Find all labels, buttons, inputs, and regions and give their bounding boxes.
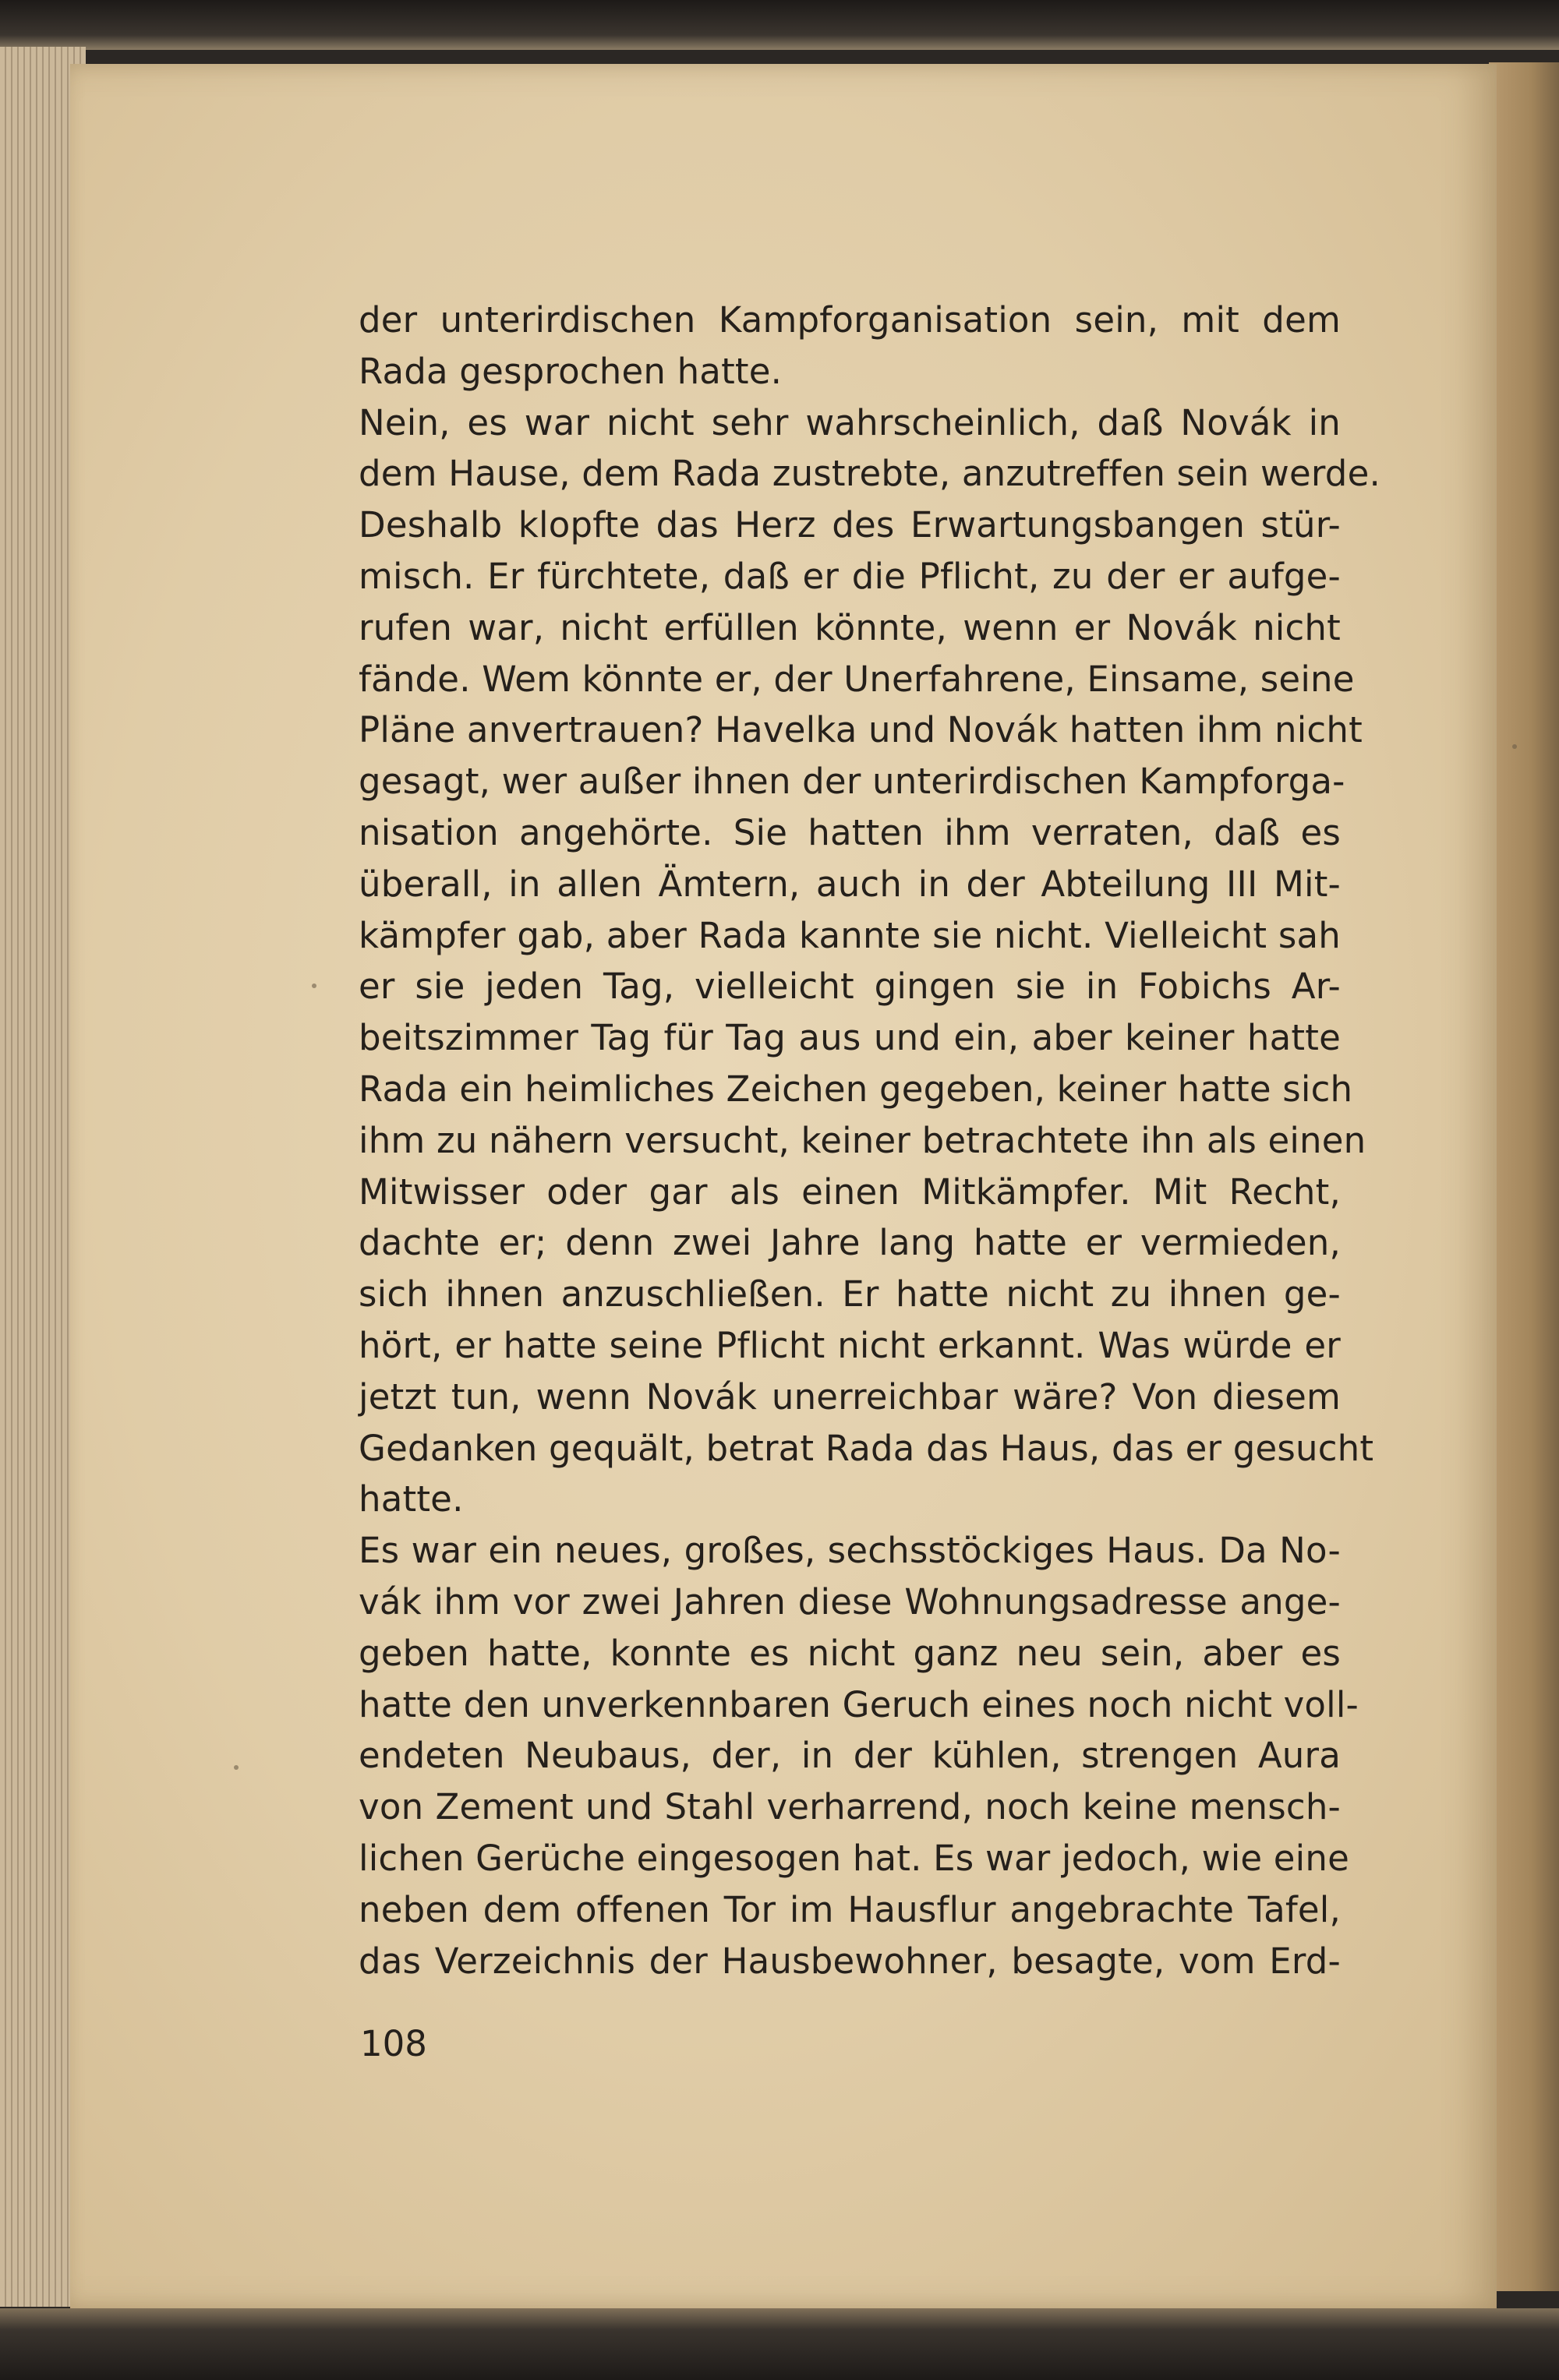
paper-speck — [1512, 744, 1517, 749]
paper-speck — [234, 1765, 239, 1770]
scanner-bottom-shadow — [0, 2308, 1559, 2380]
text-line: sich ihnen anzuschließen. Er hatte nicht zu ihnen ge- — [359, 1273, 1341, 1315]
text-line: vák ihm vor zwei Jahren diese Wohnungsadresse ange- — [359, 1580, 1341, 1623]
scanner-top-shadow — [0, 0, 1559, 50]
text-line: ihm zu nähern versucht, keiner betrachtete ihn als einen — [359, 1119, 1366, 1161]
text-line: hatte den unverkennbaren Geruch eines noch nicht voll- — [359, 1683, 1359, 1725]
text-line: jetzt tun, wenn Novák unerreichbar wäre? Von diesem — [359, 1375, 1341, 1418]
text-line: Gedanken gequält, betrat Rada das Haus, das er gesucht — [359, 1427, 1374, 1469]
text-line: rufen war, nicht erfüllen könnte, wenn er Novák nicht — [359, 606, 1341, 648]
text-line: kämpfer gab, aber Rada kannte sie nicht. Vielleicht sah — [359, 914, 1341, 956]
text-line: das Verzeichnis der Hausbewohner, besagte, vom Erd- — [359, 1940, 1341, 1982]
text-line: überall, in allen Ämtern, auch in der Abteilung III Mit- — [359, 863, 1341, 905]
text-line: hört, er hatte seine Pflicht nicht erkannt. Was würde er — [359, 1324, 1341, 1366]
text-line: von Zement und Stahl verharrend, noch keine mensch- — [359, 1786, 1341, 1828]
text-line: misch. Er fürchtete, daß er die Pflicht, zu der er aufge- — [359, 555, 1341, 597]
text-line: geben hatte, konnte es nicht ganz neu sein, aber es — [359, 1632, 1341, 1674]
text-line: gesagt, wer außer ihnen der unterirdischen Kampforga- — [359, 761, 1345, 803]
text-line: endeten Neubaus, der, in der kühlen, strengen Aura — [359, 1735, 1341, 1777]
text-line: Nein, es war nicht sehr wahrscheinlich, daß Novák in — [359, 401, 1341, 443]
text-line: nisation angehörte. Sie hatten ihm verraten, daß es — [359, 811, 1341, 853]
text-line: er sie jeden Tag, vielleicht gingen sie in Fobichs Ar- — [359, 966, 1341, 1008]
text-line: Es war ein neues, großes, sechsstöckiges Haus. Da No- — [359, 1530, 1341, 1572]
text-line: dachte er; denn zwei Jahre lang hatte er vermieden, — [359, 1222, 1341, 1264]
text-line: Pläne anvertrauen? Havelka und Novák hatten ihm nicht — [359, 709, 1363, 751]
paper-speck — [312, 983, 316, 988]
text-line: beitszimmer Tag für Tag aus und ein, aber keiner hatte — [359, 1017, 1341, 1059]
text-line: Rada ein heimliches Zeichen gegeben, keiner hatte sich — [359, 1068, 1353, 1110]
text-line: der unterirdischen Kampforganisation sein, mit dem — [359, 299, 1341, 341]
text-line: lichen Gerüche eingesogen hat. Es war jedoch, wie eine — [359, 1837, 1349, 1879]
body-text — [359, 295, 1380, 1986]
text-line: Mitwisser oder gar als einen Mitkämpfer. Mit Recht, — [359, 1171, 1341, 1213]
page-number: 108 — [360, 2023, 427, 2064]
book-cover-right-edge — [1489, 62, 1559, 2291]
text-line: dem Hause, dem Rada zustrebte, anzutreffen sein werde. — [359, 453, 1380, 495]
text-line: neben dem offenen Tor im Hausflur angebrachte Tafel, — [359, 1888, 1341, 1930]
text-line: fände. Wem könnte er, der Unerfahrene, Einsame, seine — [359, 658, 1355, 700]
text-line: Rada gesprochen hatte. — [359, 350, 783, 392]
text-line: hatte. — [359, 1478, 464, 1520]
text-line: Deshalb klopfte das Herz des Erwartungsbangen stür- — [359, 504, 1341, 546]
